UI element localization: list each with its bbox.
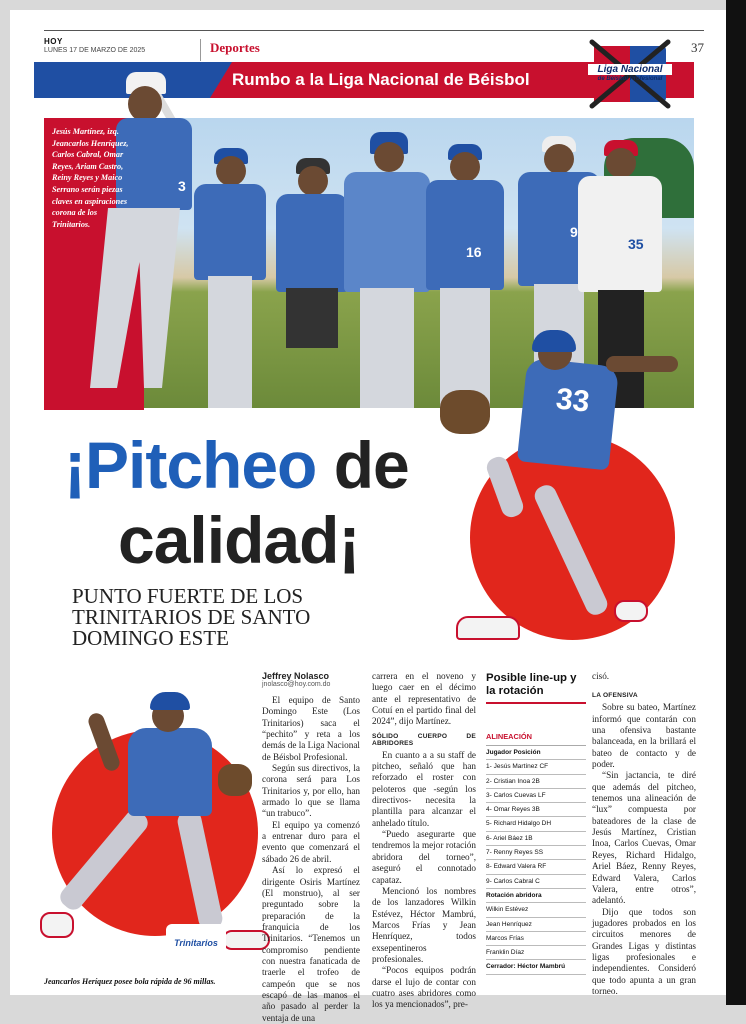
pitcher-shoe <box>40 912 74 938</box>
pitcher-shoe <box>456 616 520 640</box>
player-shirt <box>276 194 348 292</box>
article-column-4 <box>592 671 696 997</box>
logo-text: Liga Nacional <box>588 64 672 75</box>
player-head <box>450 152 480 182</box>
article-paragraph: El equipo ya comenzó a entrenar duro para el evento que comenzará el sábado 26 de abril. <box>262 819 360 864</box>
player-pants <box>208 276 252 408</box>
player-head <box>128 86 162 122</box>
player-shirt <box>578 176 662 292</box>
article-paragraph: carrera en el noveno y luego caer en el décimo ante el representativo de Cotuí en el partido final del 2024”, dijo Martínez. <box>372 671 476 727</box>
subsection-heading: LA OFENSIVA <box>592 692 638 700</box>
pitcher-jersey-number: 33 <box>554 382 592 419</box>
lineup-row: 4- Omar Reyes 3B <box>486 803 586 817</box>
player-pants <box>90 208 180 388</box>
player-shirt <box>426 180 504 290</box>
headline-line1 <box>64 430 409 500</box>
player-figure <box>276 158 346 408</box>
author-name: Jeffrey Nolasco <box>262 671 330 681</box>
player-with-bat <box>96 70 192 410</box>
article-paragraph: “Pocos equipos podrán darse el lujo de contar con cuatro ases abridores como los ya mencionados”, pre- <box>372 965 476 1010</box>
headline-word-de: de <box>333 428 409 502</box>
page-edge-shadow <box>726 0 746 1005</box>
article-paragraph: Según sus directivos, la corona será para Los Trinitarios y, por ello, han armado lo que se llama “un trabuco”. <box>262 763 360 819</box>
publication-name: HOY <box>44 37 63 46</box>
logo-subtext: de Béisbol Profesional <box>597 76 663 82</box>
league-logo <box>588 38 672 110</box>
player-pants <box>360 288 414 408</box>
lineup-row: 3- Carlos Cuevas LF <box>486 789 586 803</box>
lineup-rows <box>486 746 586 975</box>
lineup-title: Posible line-up y la rotación <box>486 672 586 704</box>
lineup-row: 9- Carlos Cabral C <box>486 875 586 889</box>
jersey-number: 35 <box>628 236 644 252</box>
masthead-divider <box>200 39 201 61</box>
lineup-row: 8- Edward Valera RF <box>486 860 586 874</box>
player-shirt <box>194 184 266 280</box>
lineup-row: 1- Jesús Martínez CF <box>486 760 586 774</box>
publication-date: LUNES 17 DE MARZO DE 2025 <box>44 47 146 54</box>
lineup-row: Rotación abridora <box>486 889 586 903</box>
player-figure <box>344 132 430 408</box>
lineup-box <box>486 672 586 975</box>
lineup-row: Jean Henríquez <box>486 918 586 932</box>
player-head <box>544 144 574 174</box>
article-column-2 <box>372 671 476 1011</box>
bottom-photo-caption: Jeancarlos Heríquez posee bola rápida de 96 millas. <box>44 977 216 986</box>
article-paragraph: Mencionó los nombres de los lanzadores Wilkin Estévez, Héctor Mambrú, Marcos Frías y Jean Henríquez, todos exsepentineros profesionales. <box>372 885 476 964</box>
pitcher-shoe <box>614 600 648 622</box>
lineup-row: Cerrador: Héctor Mambrú <box>486 960 586 974</box>
lineup-header: ALINEACIÓN <box>486 732 586 746</box>
lineup-row: 2- Cristian Inoa 2B <box>486 775 586 789</box>
photo-caption: Jesús Martínez, izq. Jeancarlos Henríquez, Carlos Cabral, Omar Reyes, Ariam Castro, Reiny Reyes y Maico Serrano serán piezas claves en aspiraciones corona de los Trinitarios. <box>52 127 129 229</box>
jersey-number: 3 <box>178 178 186 194</box>
jersey-number: 9 <box>570 224 578 240</box>
article-column-1 <box>262 671 360 1024</box>
lineup-row: Franklin Díaz <box>486 946 586 960</box>
banner-title: Rumbo a la Liga Nacional de Béisbol <box>232 70 530 89</box>
article-paragraph: En cuanto a a su staff de pitcheo, señaló que han reforzado el roster con peloteros que -según los directivos- necesita la plantilla para alcanzar el anhelado título. <box>372 749 476 828</box>
headline-word-pitcheo: ¡Pitcheo <box>64 428 317 502</box>
pitcher-arm <box>606 356 678 372</box>
pitcher-shirt <box>128 728 212 816</box>
headline-line2: calidad¡ <box>118 503 360 577</box>
baseball-glove-icon <box>440 390 490 434</box>
player-head <box>216 156 246 186</box>
lineup-row: 6- Ariel Báez 1B <box>486 832 586 846</box>
team-logo: Trinitarios <box>166 924 226 972</box>
baseball-glove-icon <box>218 764 252 796</box>
player-head <box>298 166 328 196</box>
lineup-row: Marcos Frías <box>486 932 586 946</box>
lineup-row: Jugador Posición <box>486 746 586 760</box>
player-hoodie <box>344 172 430 292</box>
article-paragraph: “Puedo asegurarte que tendremos la mejor rotación abridora del torneo”, aseguró el connotado capataz. <box>372 829 476 885</box>
player-shorts <box>286 288 338 348</box>
lineup-row: 7- Renny Reyes SS <box>486 846 586 860</box>
player-head <box>374 142 404 172</box>
player-figure <box>426 144 504 408</box>
article-paragraph: El equipo de Santo Domingo Este (Los Trinitarios) saca el “pechito” y reta a los demás de la Liga Nacional de Béisbol Profesional. <box>262 695 360 762</box>
player-head <box>606 148 636 178</box>
lineup-row: 5- Richard Hidalgo DH <box>486 817 586 831</box>
author-email: jnolasco@hoy.com.do <box>262 681 331 688</box>
subheadline: PUNTO FUERTE DE LOS TRINITARIOS DE SANTO DOMINGO ESTE <box>72 584 311 650</box>
article-paragraph: cisó. <box>592 671 610 681</box>
player-figure <box>194 148 264 408</box>
lineup-row: Wilkin Estévez <box>486 903 586 917</box>
article-paragraph: Dijo que todos son jugadores probados en los circuitos menores de Grandes Ligas y distintas ligas profesionales e independientes. Consideró que todo apunta a un gran torneo. <box>592 906 696 996</box>
pitcher-cap <box>150 692 190 710</box>
article-paragraph: Sobre su bateo, Martínez informó que contarán con una ofensiva bastante balanceada, en la brillará el bateo de contacto y de poder. <box>592 702 696 770</box>
article-paragraph: Así lo expresó el dirigente Osiris Martínez (El monstruo), al ser preguntado sobre la preparación de la franquicia de los Trinitarios. “Tenemos un compromiso pendiente con nuestra fanaticada de traerle el trofeo de campeón que se nos escapó de las manos el año pasado al perder la ventaja de una <box>262 865 360 1023</box>
section-name: Deportes <box>210 40 260 55</box>
article-paragraph: “Sin jactancia, te diré que además del pitcheo, tenemos una alineación de “lux” compuesta por bateadores de la clase de Jesús Martínez, Cristian Inoa, Carlos Cuevas, Omar Reyes, Richard Hidalgo, Ariel Báez, Renny Reyes, Edward Valera, Carlos Valera, entre otros”, adelantó. <box>592 770 696 906</box>
jersey-number: 16 <box>466 244 482 260</box>
subsection-heading: SÓLIDO CUERPO DE ABRIDORES <box>372 732 476 747</box>
page-number: 37 <box>691 40 704 55</box>
pitcher-cap <box>532 330 576 352</box>
